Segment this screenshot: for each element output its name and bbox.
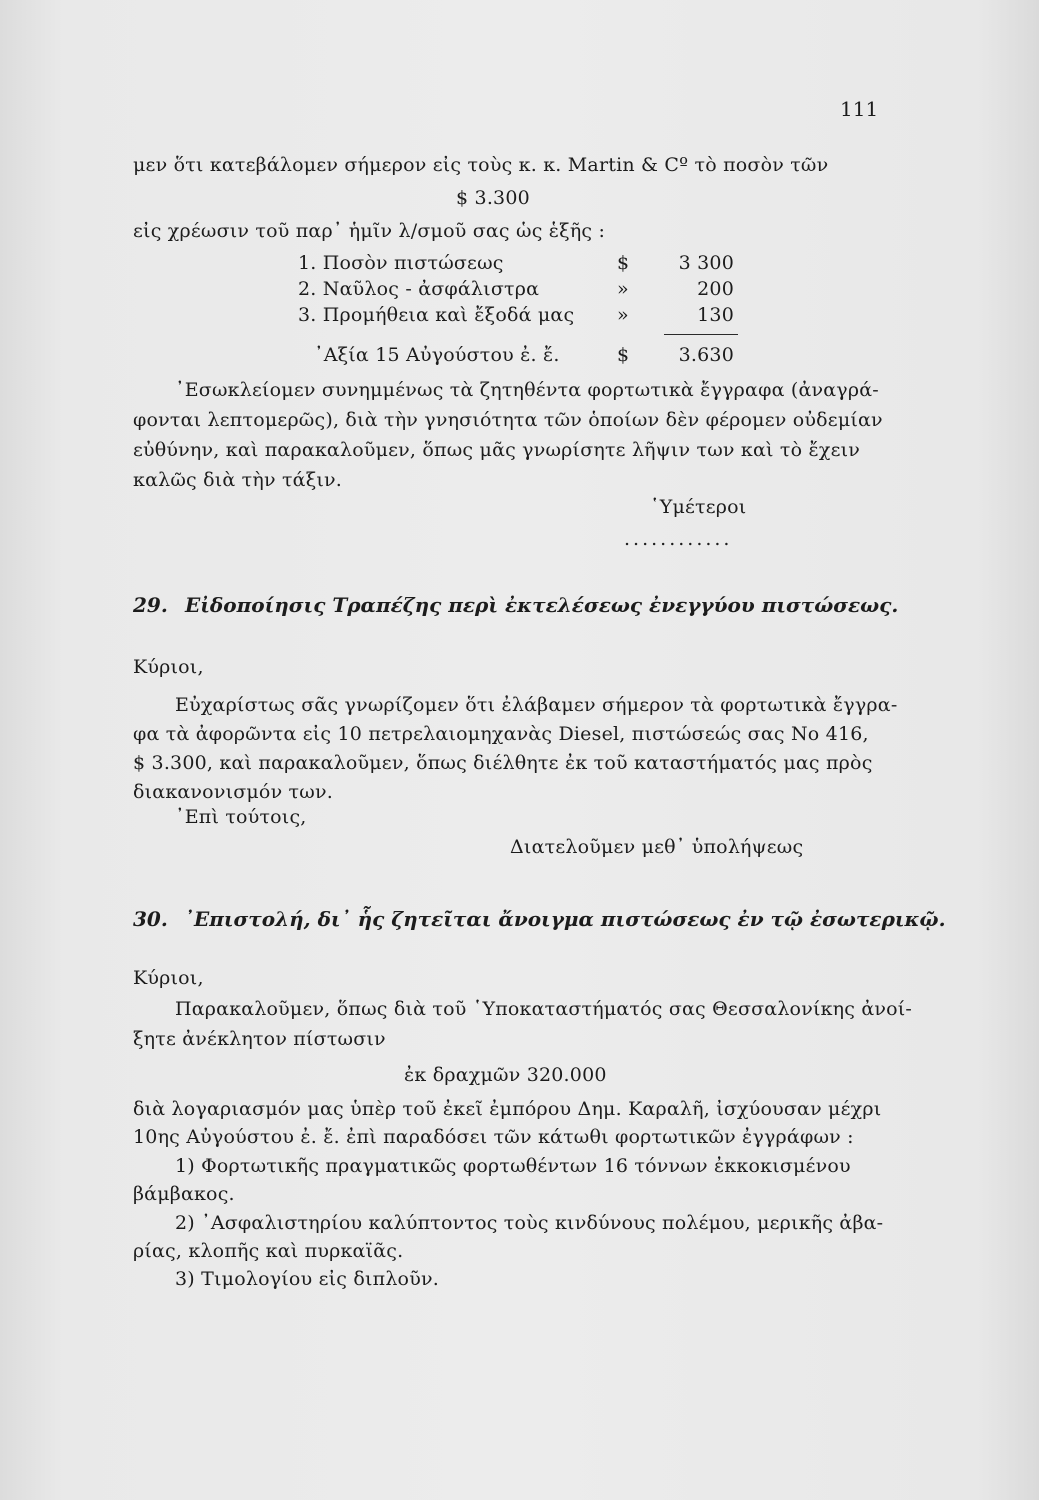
total-sign: $ <box>617 344 630 366</box>
breakdown-label: 2. Ναῦλος - ἀσφάλιστρα <box>298 278 540 300</box>
section-30-list-item: βάμβακος. <box>133 1183 235 1205</box>
section-29-title: Εἰδοποίησις Τραπέζης περὶ ἐκτελέσεως ἐνεγγύου πιστώσεως. <box>185 593 899 617</box>
paragraph-line: εὐθύνην, καὶ παρακαλοῦμεν, ὅπως μᾶς γνωρίσητε λῆψιν των καὶ τὸ ἔχειν <box>133 439 861 461</box>
section-30-number: 30. <box>133 907 168 931</box>
section-29-body-line: Εὐχαρίστως σᾶς γνωρίζομεν ὅτι ἐλάβαμεν σήμερον τὰ φορτωτικὰ ἔγγρα- <box>175 694 898 716</box>
breakdown-value: 130 <box>697 304 734 326</box>
breakdown-label: 1. Ποσὸν πιστώσεως <box>298 252 504 274</box>
page-number: 111 <box>840 97 879 121</box>
closing-signature: ῾Υμέτεροι <box>650 496 747 518</box>
section-29-epi: ᾿Επὶ τούτοις, <box>175 806 307 828</box>
breakdown-value: 3 300 <box>678 252 734 274</box>
breakdown-sign: $ <box>617 252 630 274</box>
total-label: ᾿Αξία 15 Αὐγούστου ἐ. ἔ. <box>314 344 560 366</box>
paragraph-line: καλῶς διὰ τὴν τάξιν. <box>133 469 343 491</box>
section-30-list-item: ρίας, κλοπῆς καὶ πυρκαϊᾶς. <box>133 1240 404 1262</box>
section-29-body-line: φα τὰ ἀφορῶντα εἰς 10 πετρελαιομηχανὰς Diesel, πιστώσεώς σας Νο 416, <box>133 723 869 745</box>
intro-line-2: εἰς χρέωσιν τοῦ παρ᾿ ἡμῖν λ/σμοῦ σας ὡς ἑξῆς : <box>133 220 606 242</box>
section-30-body-line: Παρακαλοῦμεν, ὅπως διὰ τοῦ ῾Υποκαταστήματός σας Θεσσαλονίκης ἀνοί- <box>175 998 913 1020</box>
section-30-amount: ἐκ δραχμῶν 320.000 <box>404 1064 607 1086</box>
section-30-list-item: 2) ᾿Ασφαλιστηρίου καλύπτοντος τοὺς κινδύνους πολέμου, μερικῆς ἀβα- <box>175 1212 884 1234</box>
section-30-salutation: Κύριοι, <box>133 967 204 989</box>
section-29-body-line: $ 3.300, καὶ παρακαλοῦμεν, ὅπως διέλθητε ἐκ τοῦ καταστήματός μας πρὸς <box>133 752 873 774</box>
total-value: 3.630 <box>678 344 734 366</box>
breakdown-value: 200 <box>697 278 734 300</box>
section-29-closing: Διατελοῦμεν μεθ᾿ ὑπολήψεως <box>510 836 804 858</box>
sum-rule <box>664 334 738 335</box>
intro-amount: $ 3.300 <box>456 187 530 209</box>
breakdown-label: 3. Προμήθεια καὶ ἔξοδά μας <box>298 304 575 326</box>
section-30-list-item: 1) Φορτωτικῆς πραγματικῶς φορτωθέντων 16 τόννων ἐκκοκισμένου <box>175 1155 851 1177</box>
paragraph-line: ᾿Εσωκλείομεν συνημμένως τὰ ζητηθέντα φορτωτικὰ ἔγγραφα (ἀναγρά- <box>175 379 879 401</box>
section-30-body-line: 10ης Αὐγούστου ἐ. ἔ. ἐπὶ παραδόσει τῶν κάτωθι φορτωτικῶν ἐγγράφων : <box>133 1126 854 1148</box>
section-29-number: 29. <box>133 593 168 617</box>
section-29-salutation: Κύριοι, <box>133 656 204 678</box>
paragraph-line: φονται λεπτομερῶς), διὰ τὴν γνησιότητα τῶν ὁποίων δὲν φέρομεν οὐδεμίαν <box>133 409 883 431</box>
section-29-body-line: διακανονισμόν των. <box>133 781 333 803</box>
breakdown-sign: » <box>617 278 629 300</box>
section-30-list-item: 3) Τιμολογίου εἰς διπλοῦν. <box>175 1268 439 1290</box>
section-30-body-line: ξητε ἀνέκλητον πίστωσιν <box>133 1028 386 1050</box>
signature-dots: ............ <box>624 528 733 550</box>
intro-line-1: μεν ὅτι κατεβάλομεν σήμερον εἰς τοὺς κ. κ. Martin & Cº τὸ ποσὸν τῶν <box>133 154 829 176</box>
section-30-body-line: διὰ λογαριασμόν μας ὑπὲρ τοῦ ἐκεῖ ἐμπόρου Δημ. Καραλῆ, ἰσχύουσαν μέχρι <box>133 1098 882 1120</box>
section-30-title: ᾿Επιστολή, δι᾿ ἧς ζητεῖται ἄνοιγμα πιστώσεως ἐν τῷ ἐσωτερικῷ. <box>184 907 946 931</box>
breakdown-sign: » <box>617 304 629 326</box>
